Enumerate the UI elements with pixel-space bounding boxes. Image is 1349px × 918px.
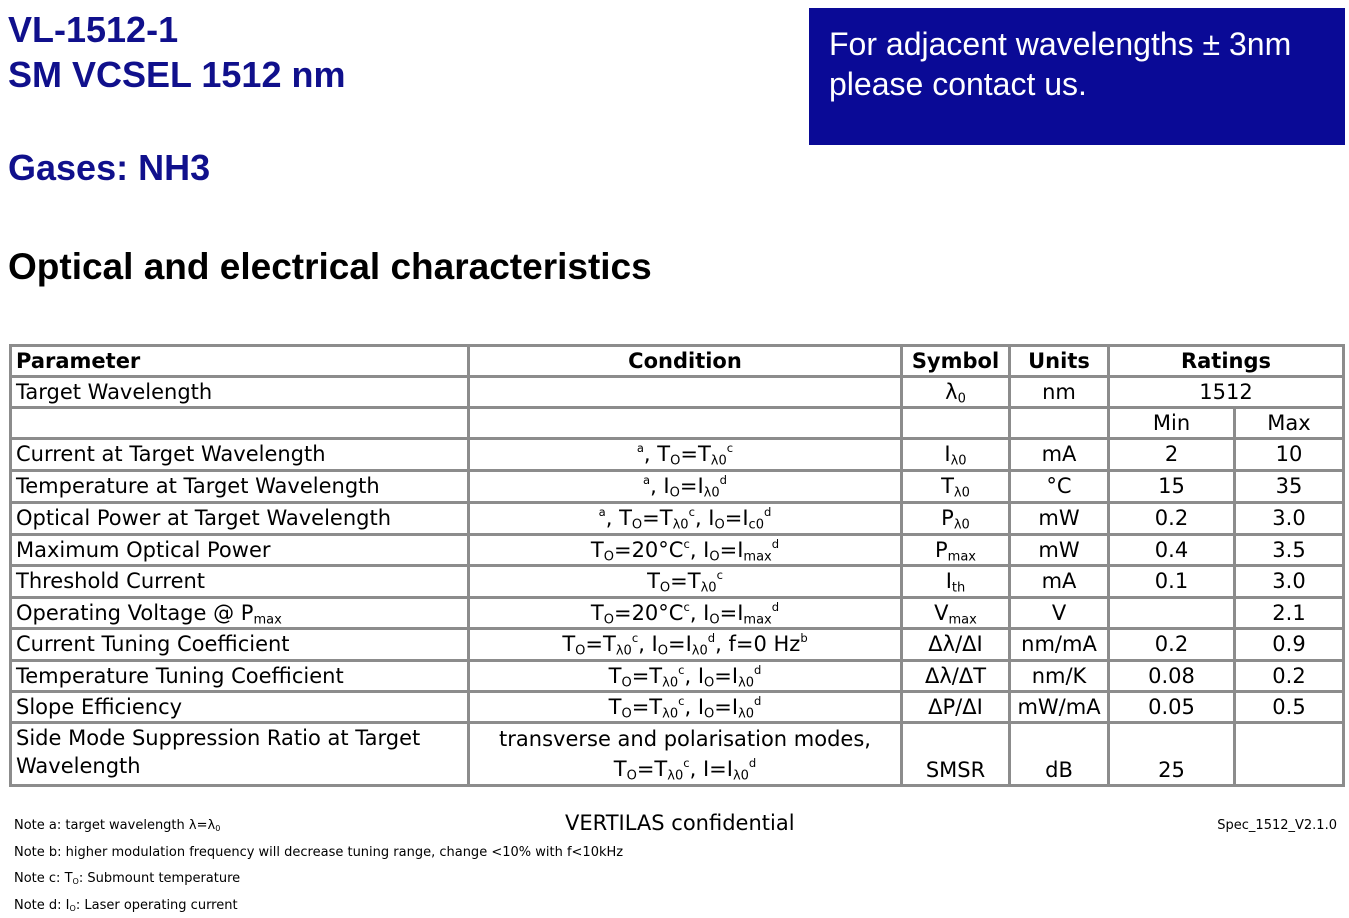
symbol-cell: $\lambda_0$ — [902, 377, 1010, 408]
symbol-cell: $V_{max}$ — [902, 598, 1010, 629]
max-cell: 2.1 — [1235, 598, 1344, 629]
table-row — [11, 439, 1344, 471]
units-cell: nm — [1010, 377, 1109, 408]
symbol-cell: $I_{\lambda 0}$ — [902, 439, 1010, 471]
header-condition: Condition — [469, 346, 902, 377]
condition-cell: $T_O=T_{\lambda 0}^c$ — [469, 566, 902, 598]
condition-cell: $T_O=20^\circ C^c$, $I_O=I_{max}^d$ — [469, 535, 902, 566]
confidential-label: VERTILAS confidential — [565, 811, 795, 835]
empty-cell — [1010, 408, 1109, 439]
notice-line-1: For adjacent wavelengths ± 3nm — [829, 26, 1292, 62]
units-cell: °C — [1010, 471, 1109, 503]
note-b: Note b: higher modulation frequency will decrease tuning range, change <10% with f<10kHz — [14, 845, 624, 860]
symbol-cell: SMSR — [902, 723, 1010, 786]
param-cell: Current at Target Wavelength — [11, 439, 469, 471]
spec-version: Spec_1512_V2.1.0 — [1217, 818, 1337, 833]
min-cell: 0.05 — [1109, 692, 1235, 723]
empty-cell — [469, 408, 902, 439]
section-title: Optical and electrical characteristics — [8, 246, 652, 287]
condition-cell: $T_O=T_{\lambda 0}^c$, $I_O=I_{\lambda 0}^d$ — [469, 661, 902, 692]
model-number: VL-1512-1 — [8, 9, 179, 50]
table-row — [11, 629, 1344, 661]
gases-label: Gases: NH3 — [8, 147, 211, 188]
units-cell: mW/mA — [1010, 692, 1109, 723]
note-a-text: Note a: target wavelength λ=λ — [14, 818, 216, 833]
min-cell — [1109, 598, 1235, 629]
max-cell: 3.0 — [1235, 566, 1344, 598]
empty-cell — [902, 408, 1010, 439]
condition-text: transverse and polarisation modes, — [499, 727, 871, 751]
param-cell: Current Tuning Coefficient — [11, 629, 469, 661]
condition-cell: $^a$, $I_O=I_{\lambda 0}^d$ — [469, 471, 902, 503]
table-header-row — [11, 346, 1344, 377]
symbol-cell: $P_{max}$ — [902, 535, 1010, 566]
param-cell: Maximum Optical Power — [11, 535, 469, 566]
table-row — [11, 471, 1344, 503]
notice-line-2: please contact us. — [829, 66, 1087, 102]
note-d-prefix: Note d: I — [14, 898, 70, 913]
units-cell: mW — [1010, 503, 1109, 535]
min-cell: 15 — [1109, 471, 1235, 503]
adjacent-wavelength-notice — [809, 8, 1345, 145]
min-cell: 0.2 — [1109, 503, 1235, 535]
units-cell: dB — [1010, 723, 1109, 786]
symbol-cell: $P_{\lambda 0}$ — [902, 503, 1010, 535]
units-cell: mA — [1010, 439, 1109, 471]
param-cell: Threshold Current — [11, 566, 469, 598]
max-cell: 0.5 — [1235, 692, 1344, 723]
note-c-suffix: : Submount temperature — [78, 871, 241, 886]
subheader-min: Min — [1109, 408, 1235, 439]
table-row — [11, 723, 1344, 786]
units-cell: mW — [1010, 535, 1109, 566]
max-cell: 3.5 — [1235, 535, 1344, 566]
condition-cell: $^a$, $T_O=T_{\lambda 0}^c$ — [469, 439, 902, 471]
param-cell: Optical Power at Target Wavelength — [11, 503, 469, 535]
min-max-subheader-row — [11, 408, 1344, 439]
table-row — [11, 377, 1344, 408]
header-units: Units — [1010, 346, 1109, 377]
symbol-cell: ΔP/ΔI — [902, 692, 1010, 723]
table-row — [11, 598, 1344, 629]
note-d: Note d: $I_O$: Laser operating current — [14, 898, 238, 913]
param-cell: Slope Efficiency — [11, 692, 469, 723]
condition-cell: $T_O=20^\circ C^c$, $I_O=I_{max}^d$ — [469, 598, 902, 629]
note-c: Note c: $T_O$: Submount temperature — [14, 871, 241, 886]
min-cell: 0.2 — [1109, 629, 1235, 661]
max-cell: 0.2 — [1235, 661, 1344, 692]
condition-cell: $T_O=T_{\lambda 0}^c$, $I_O=I_{\lambda 0}^d$, f=0 Hz$^b$ — [469, 629, 902, 661]
header-symbol: Symbol — [902, 346, 1010, 377]
symbol-cell: $I_{th}$ — [902, 566, 1010, 598]
symbol-cell: Δλ/ΔI — [902, 629, 1010, 661]
condition-cell — [469, 377, 902, 408]
table-row — [11, 535, 1344, 566]
units-cell: mA — [1010, 566, 1109, 598]
note-a: Note a: target wavelength $\lambda=\lambda_0$ — [14, 818, 221, 833]
min-cell: 0.08 — [1109, 661, 1235, 692]
param-cell: Temperature Tuning Coefficient — [11, 661, 469, 692]
max-cell: 35 — [1235, 471, 1344, 503]
units-cell: V — [1010, 598, 1109, 629]
table-row — [11, 566, 1344, 598]
table-row — [11, 692, 1344, 723]
max-cell — [1235, 723, 1344, 786]
param-text: Operating Voltage @ P — [16, 600, 254, 625]
rating-value-cell: 1512 — [1109, 377, 1344, 408]
min-cell: 0.4 — [1109, 535, 1235, 566]
header-parameter: Parameter — [11, 346, 469, 377]
condition-cell: $^a$, $T_O=T_{\lambda 0}^c$, $I_O=I_{c0}^d$ — [469, 503, 902, 535]
min-cell: 0.1 — [1109, 566, 1235, 598]
param-cell: Target Wavelength — [11, 377, 469, 408]
param-cell: Side Mode Suppression Ratio at Target Wavelength — [11, 723, 469, 786]
units-cell: nm/mA — [1010, 629, 1109, 661]
max-cell: 0.9 — [1235, 629, 1344, 661]
table-row — [11, 661, 1344, 692]
table-row — [11, 503, 1344, 535]
symbol-cell: Δλ/ΔT — [902, 661, 1010, 692]
param-cell: Temperature at Target Wavelength — [11, 471, 469, 503]
note-c-prefix: Note c: T — [14, 871, 73, 886]
condition-cell: $T_O=T_{\lambda 0}^c$, $I_O=I_{\lambda 0}^d$ — [469, 692, 902, 723]
min-cell: 25 — [1109, 723, 1235, 786]
subheader-max: Max — [1235, 408, 1344, 439]
symbol-cell: $T_{\lambda 0}$ — [902, 471, 1010, 503]
min-cell: 2 — [1109, 439, 1235, 471]
param-cell: Operating Voltage @ $P_{max}$ — [11, 598, 469, 629]
note-d-suffix: : Laser operating current — [75, 898, 238, 913]
empty-cell — [11, 408, 469, 439]
max-cell: 10 — [1235, 439, 1344, 471]
max-cell: 3.0 — [1235, 503, 1344, 535]
condition-cell: transverse and polarisation modes, $T_O=T_{\lambda 0}^c$, $I=I_{\lambda 0}^d$ — [469, 723, 902, 786]
characteristics-table — [9, 344, 1345, 787]
header-ratings: Ratings — [1109, 346, 1344, 377]
units-cell: nm/K — [1010, 661, 1109, 692]
product-name: SM VCSEL 1512 nm — [8, 54, 346, 95]
